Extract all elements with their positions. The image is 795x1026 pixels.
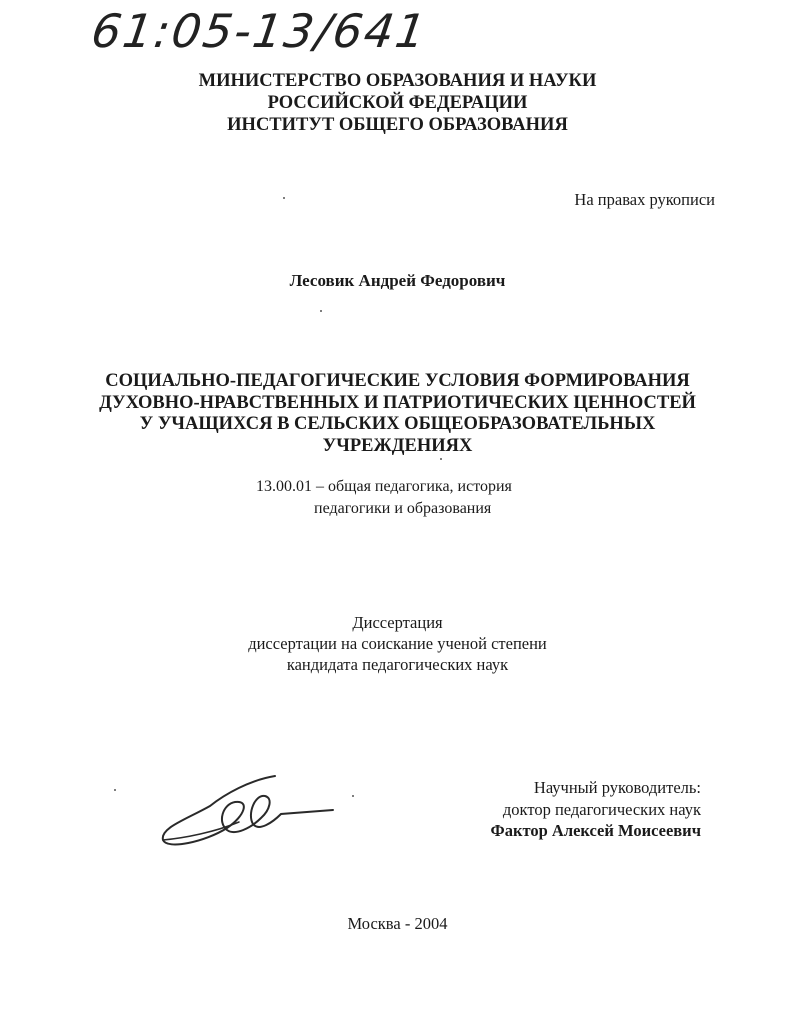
document-type xyxy=(0,612,795,675)
rights-note: На правах рукописи xyxy=(574,190,715,209)
document-type-line: Диссертация xyxy=(352,613,443,632)
document-type-line: кандидата педагогических наук xyxy=(286,655,509,674)
scan-speck xyxy=(114,789,116,791)
ministry-line: РОССИЙСКОЙ ФЕДЕРАЦИИ xyxy=(267,93,528,113)
dissertation-title xyxy=(0,371,795,457)
city-year: Москва - 2004 xyxy=(347,914,448,933)
signature-image xyxy=(155,770,335,850)
scan-speck xyxy=(440,458,442,460)
scan-speck xyxy=(320,310,322,312)
supervisor-block xyxy=(491,777,701,842)
specialty-line-1: 13.00.01 – общая педагогика, история xyxy=(256,478,512,495)
title-line: У УЧАЩИХСЯ В СЕЛЬСКИХ ОБЩЕОБРАЗОВАТЕЛЬНЫХ xyxy=(139,414,656,434)
supervisor-name: Фактор Алексей Моисеевич xyxy=(490,821,701,840)
title-line: ДУХОВНО-НРАВСТВЕННЫХ И ПАТРИОТИЧЕСКИХ ЦЕННОСТЕЙ xyxy=(99,392,696,413)
author-name: Лесовик Андрей Федорович xyxy=(289,271,506,290)
ministry-header xyxy=(0,70,795,136)
scan-speck xyxy=(283,197,285,199)
scan-speck xyxy=(352,795,354,797)
specialty-code xyxy=(256,476,512,520)
supervisor-degree: доктор педагогических наук xyxy=(502,799,701,819)
title-line: УЧРЕЖДЕНИЯХ xyxy=(322,435,473,456)
specialty-line-2: педагогики и образования xyxy=(314,500,492,517)
catalog-number: 61:05-13/641 xyxy=(88,4,431,58)
title-line: СОЦИАЛЬНО-ПЕДАГОГИЧЕСКИЕ УСЛОВИЯ ФОРМИРОВАНИЯ xyxy=(105,371,690,391)
ministry-line: МИНИСТЕРСТВО ОБРАЗОВАНИЯ И НАУКИ xyxy=(198,71,597,91)
institute-line: ИНСТИТУТ ОБЩЕГО ОБРАЗОВАНИЯ xyxy=(227,115,568,135)
supervisor-label: Научный руководитель: xyxy=(533,778,701,797)
document-type-line: диссертации на соискание ученой степени xyxy=(248,634,547,653)
